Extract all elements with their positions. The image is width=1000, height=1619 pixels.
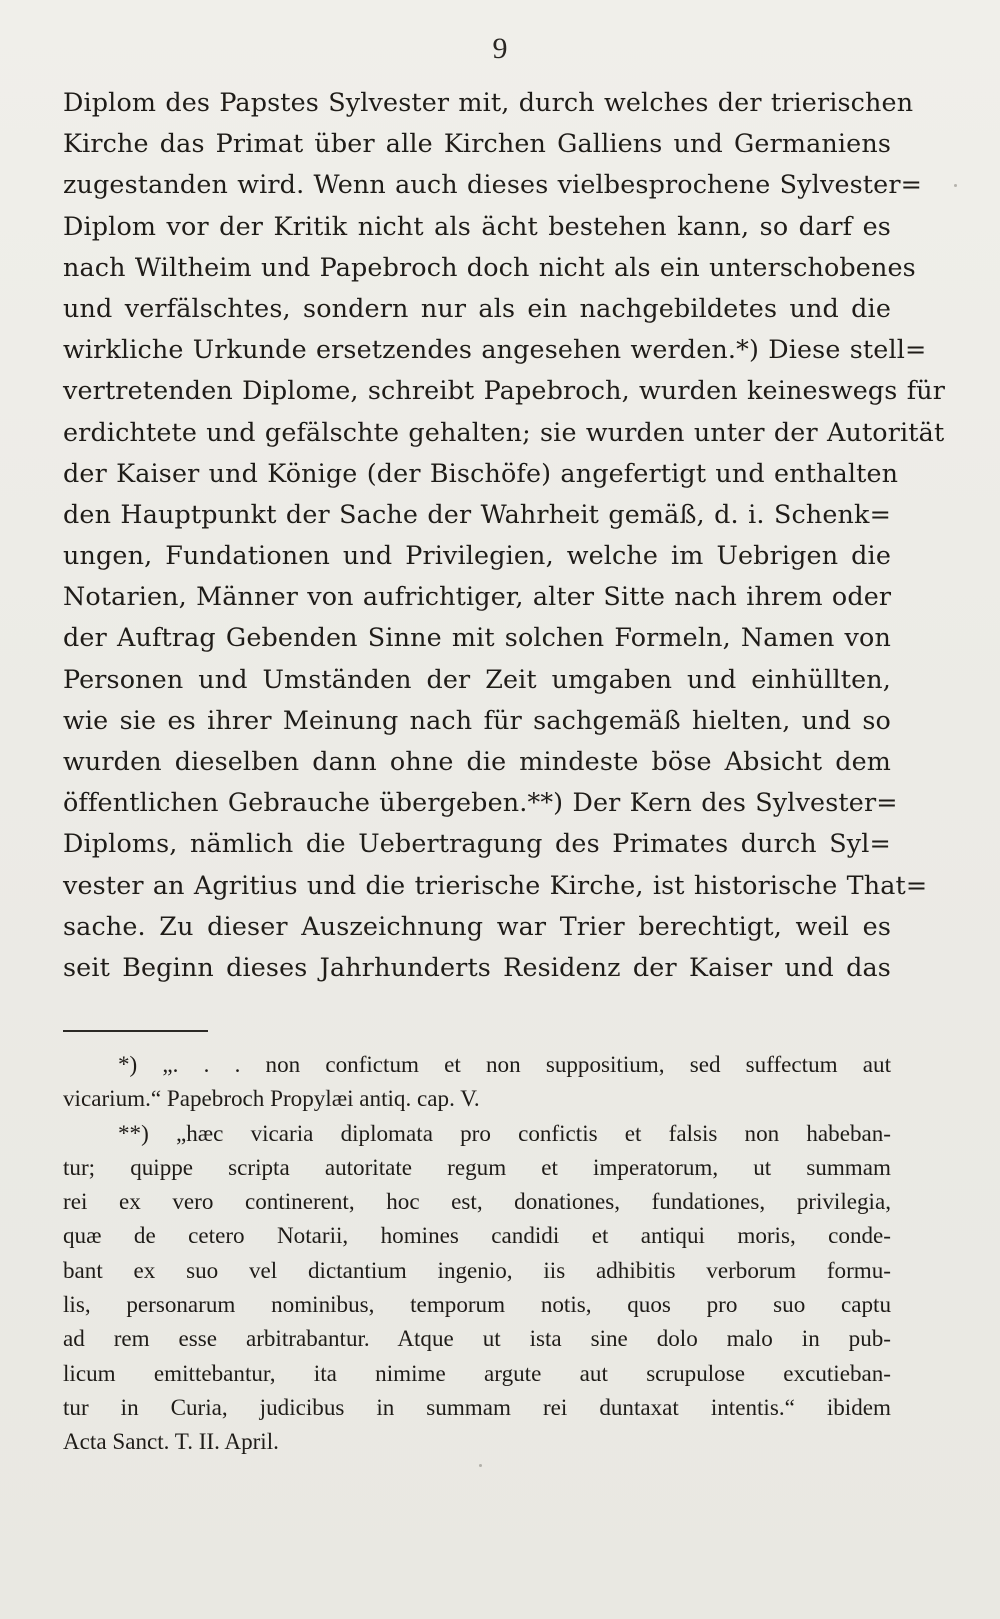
- footnote-line: ad rem esse arbitrabantur. Atque ut ista sine dolo malo in pub-: [63, 1325, 891, 1352]
- main-text-line: Diplom vor der Kritik nicht als ächt bestehen kann, so darf es: [63, 210, 891, 241]
- main-text-line: wurden dieselben dann ohne die mindeste böse Absicht dem: [63, 746, 891, 776]
- footnote-line: tur in Curia, judicibus in summam rei duntaxat intentis.“ ibidem: [63, 1393, 891, 1420]
- footnote-line: lis, personarum nominibus, temporum notis, quos pro suo captu: [63, 1291, 891, 1318]
- footnote-2: [63, 1116, 891, 1459]
- footnotes-block: [63, 1047, 891, 1459]
- page-number: 9: [492, 32, 508, 65]
- main-text-line: Kirche das Primat über alle Kirchen Galliens und Germaniens: [63, 128, 891, 159]
- main-text-line: sache. Zu dieser Auszeichnung war Trier berechtigt, weil es: [63, 910, 891, 941]
- footnote-line: bant ex suo vel dictantium ingenio, iis adhibitis verborum formu-: [63, 1256, 891, 1283]
- main-text-line: vertretenden Diplome, schreibt Papebroch, wurden keineswegs für: [63, 375, 946, 406]
- main-text-line: Notarien, Männer von aufrichtiger, alter Sitte nach ihrem oder: [63, 581, 892, 612]
- footnote-divider: [63, 1030, 208, 1032]
- footnote-line: rei ex vero continerent, hoc est, donationes, fundationes, privilegia,: [63, 1188, 891, 1215]
- main-text-block: [63, 82, 946, 988]
- footnote-1: [63, 1047, 891, 1116]
- footnote-line: *) „. . . non confictum et non suppositium, sed suffectum aut: [118, 1051, 891, 1077]
- main-text-line: zugestanden wird. Wenn auch dieses vielbesprochene Sylvester=: [63, 169, 923, 200]
- main-text-line: der Auftrag Gebenden Sinne mit solchen Formeln, Namen von: [63, 622, 891, 653]
- main-text-line: wirkliche Urkunde ersetzendes angesehen werden.*) Diese stell=: [63, 334, 927, 365]
- main-text-line: den Hauptpunkt der Sache der Wahrheit gemäß, d. i. Schenk=: [63, 498, 891, 529]
- main-text-line: erdichtete und gefälschte gehalten; sie wurden unter der Autorität: [63, 416, 945, 447]
- footnote-line: vicarium.“ Papebroch Propylæi antiq. cap. V.: [63, 1085, 480, 1112]
- main-text-line: seit Beginn dieses Jahrhunderts Residenz der Kaiser und das: [63, 951, 891, 982]
- main-text-line: der Kaiser und Könige (der Bischöfe) angefertigt und enthalten: [63, 457, 899, 488]
- main-text-line: öffentlichen Gebrauche übergeben.**) Der Kern des Sylvester=: [63, 787, 898, 818]
- main-text-line: nach Wiltheim und Papebroch doch nicht als ein unterschobenes: [63, 251, 916, 282]
- main-text-line: Personen und Umständen der Zeit umgaben und einhüllten,: [63, 663, 891, 694]
- main-text-line: und verfälschtes, sondern nur als ein nachgebildetes und die: [63, 292, 891, 323]
- footnote-line: quæ de cetero Notarii, homines candidi et antiqui moris, conde-: [63, 1222, 891, 1249]
- footnote-line: tur; quippe scripta autoritate regum et imperatorum, ut summam: [63, 1153, 891, 1180]
- main-text-line: Diplom des Papstes Sylvester mit, durch welches der trierischen: [63, 87, 914, 117]
- footnote-line: licum emittebantur, ita nimime argute aut scrupulose excutieban-: [63, 1359, 891, 1386]
- ink-speck-decoration: [954, 184, 957, 187]
- ink-speck-decoration: [479, 1464, 482, 1467]
- main-text-line: wie sie es ihrer Meinung nach für sachgemäß hielten, und so: [63, 704, 891, 735]
- footnote-line: **) „hæc vicaria diplomata pro confictis et falsis non habeban-: [118, 1119, 891, 1146]
- main-text-line: vester an Agritius und die trierische Kirche, ist historische That=: [63, 869, 928, 900]
- main-text-line: ungen, Fundationen und Privilegien, welche im Uebrigen die: [63, 540, 891, 571]
- main-text-line: Diploms, nämlich die Uebertragung des Primates durch Syl=: [63, 828, 891, 859]
- footnote-line: Acta Sanct. T. II. April.: [63, 1428, 279, 1455]
